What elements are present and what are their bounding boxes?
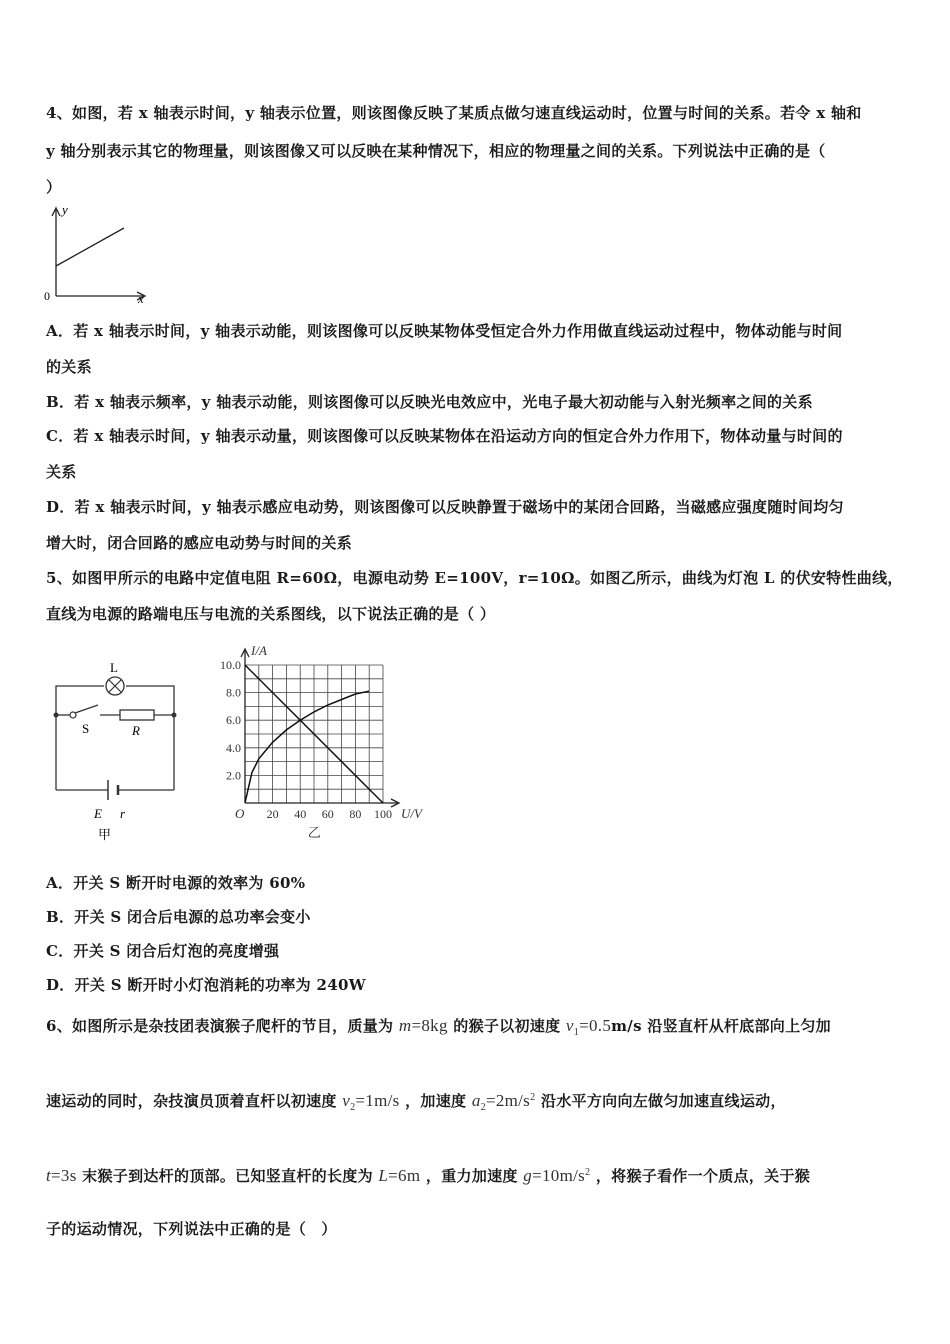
q6-line2 <box>46 1090 786 1113</box>
math-v2-value: =1m/s <box>355 1091 400 1110</box>
math-a2-sub: 2 <box>480 1102 486 1113</box>
internal-resistance-label: r <box>120 806 126 821</box>
math-m: m <box>398 1016 412 1035</box>
q4-option-a-line1: A．若 x 轴表示时间，y 轴表示动能，则该图像可以反映某物体受恒定合外力作用做直线运动过程中，物体动能与时间 <box>46 322 843 340</box>
lamp-iv-curve <box>245 691 369 803</box>
q6-text: 速运动的同时，杂技演员顶着直杆以初速度 <box>46 1092 337 1110</box>
math-t: t <box>46 1166 52 1185</box>
math-v2-sub: 2 <box>350 1102 356 1113</box>
q4-option-b: B．若 x 轴表示频率，y 轴表示动能，则该图像可以反映光电效应中，光电子最大初动能与入射光频率之间的关系 <box>46 393 813 411</box>
math-v1-sub: 1 <box>573 1027 580 1038</box>
resistor-label: R <box>132 723 140 738</box>
switch-lever <box>75 705 98 713</box>
q6-text: 末猴子到达杆的顶部。已知竖直杆的长度为 <box>82 1167 373 1185</box>
math-a2-exp: 2 <box>530 1092 536 1103</box>
x-tick-label: 100 <box>374 807 392 821</box>
q6-text: 沿竖直杆从杆底部向上匀加 <box>647 1017 831 1035</box>
y-tick-label: 10.0 <box>220 658 241 672</box>
q5-option-a: A．开关 S 断开时电源的效率为 60% <box>46 874 306 892</box>
q5-option-b: B．开关 S 闭合后电源的总功率会变小 <box>46 908 311 926</box>
math-L-value: =6m <box>388 1166 421 1185</box>
q5-circuit <box>44 655 194 845</box>
math-v2: v <box>342 1091 351 1110</box>
q4-stem-line3: ） <box>46 178 62 196</box>
y-tick-label: 4.0 <box>226 740 241 755</box>
q4-option-a-line2: 的关系 <box>46 358 92 376</box>
math-a2: a <box>471 1091 481 1110</box>
origin-label: O <box>235 806 245 821</box>
chart-axes <box>241 649 399 807</box>
x-axis-label: U/V <box>401 806 422 821</box>
x-tick-label: 20 <box>266 807 279 821</box>
y-tick-label: 8.0 <box>226 685 241 700</box>
q6-text: ，重力加速度 <box>425 1167 518 1185</box>
lamp-label: L <box>110 660 118 675</box>
q6-line3 <box>46 1165 810 1186</box>
math-v1-value: =0.5 <box>579 1016 612 1035</box>
q6-text: 沿水平方向向左做匀加速直线运动， <box>540 1092 786 1110</box>
math-t-value: =3s <box>51 1166 77 1185</box>
q4-option-c-line1: C．若 x 轴表示时间，y 轴表示动量，则该图像可以反映某物体在沿运动方向的恒定合外力作用下，物体动量与时间的 <box>46 427 843 445</box>
y-tick-label: 2.0 <box>226 768 241 783</box>
math-v1-unit: m/s <box>611 1017 642 1035</box>
q4-x-label: x <box>138 291 144 306</box>
q4-stem-line2: y 轴分别表示其它的物理量，则该图像又可以反映在某种情况下，相应的物理量之间的关系。下列说法中正确的是（ <box>46 142 826 160</box>
switch-label: S <box>82 721 90 736</box>
y-tick-label: 6.0 <box>226 713 241 728</box>
x-tick-label: 60 <box>321 807 334 821</box>
q4-option-c-line2: 关系 <box>46 463 77 481</box>
q5-stem-line2: 直线为电源的路端电压与电流的关系图线，以下说法正确的是（ ） <box>46 605 496 623</box>
q4-y-label: y <box>62 202 68 217</box>
q6-line1 <box>46 1015 831 1038</box>
x-tick-label: 40 <box>294 807 307 821</box>
y-axis-label: I/A <box>251 643 267 658</box>
circuit-caption: 甲 <box>98 827 112 842</box>
resistor-icon <box>120 710 154 720</box>
math-g-value: =10m/s <box>532 1166 586 1185</box>
q6-text: ，加速度 <box>405 1092 467 1110</box>
q5-chart <box>200 638 440 848</box>
q4-line <box>56 228 124 266</box>
q5-option-c: C．开关 S 闭合后灯泡的亮度增强 <box>46 942 280 960</box>
math-v1: v <box>565 1016 574 1035</box>
q4-option-d-line1: D．若 x 轴表示时间，y 轴表示感应电动势，则该图像可以反映静置于磁场中的某闭合回路，当磁感应强度随时间均匀 <box>46 498 844 516</box>
math-g: g <box>523 1166 533 1185</box>
q5-stem-line1: 5、如图甲所示的电路中定值电阻 R=60Ω，电源电动势 E=100V，r=10Ω。如图乙所示，曲线为灯泡 L 的伏安特性曲线， <box>46 569 903 587</box>
x-tick-label: 80 <box>349 807 362 821</box>
math-L: L <box>378 1166 389 1185</box>
q4-option-d-line2: 增大时，闭合回路的感应电动势与时间的关系 <box>46 534 353 552</box>
q4-graph <box>40 200 160 308</box>
q4-stem-line1: 4、如图，若 x 轴表示时间，y 轴表示位置，则该图像反映了某质点做匀速直线运动时，位置与时间的关系。若令 x 轴和 <box>46 104 862 122</box>
math-m-value: =8kg <box>411 1016 448 1035</box>
emf-label: E <box>94 806 102 821</box>
q5-option-d: D．开关 S 断开时小灯泡消耗的功率为 240W <box>46 976 366 994</box>
q4-origin: 0 <box>44 289 50 303</box>
math-a2-value: =2m/s <box>485 1091 531 1110</box>
q6-line4: 子的运动情况，下列说法中正确的是（ ） <box>46 1220 337 1238</box>
q6-text: 的猴子以初速度 <box>453 1017 561 1035</box>
chart-caption: 乙 <box>307 825 321 840</box>
q6-text: 6、如图所示是杂技团表演猴子爬杆的节目，质量为 <box>46 1017 394 1035</box>
math-g-exp: 2 <box>585 1167 591 1178</box>
q6-text: ，将猴子看作一个质点，关于猴 <box>595 1167 811 1185</box>
